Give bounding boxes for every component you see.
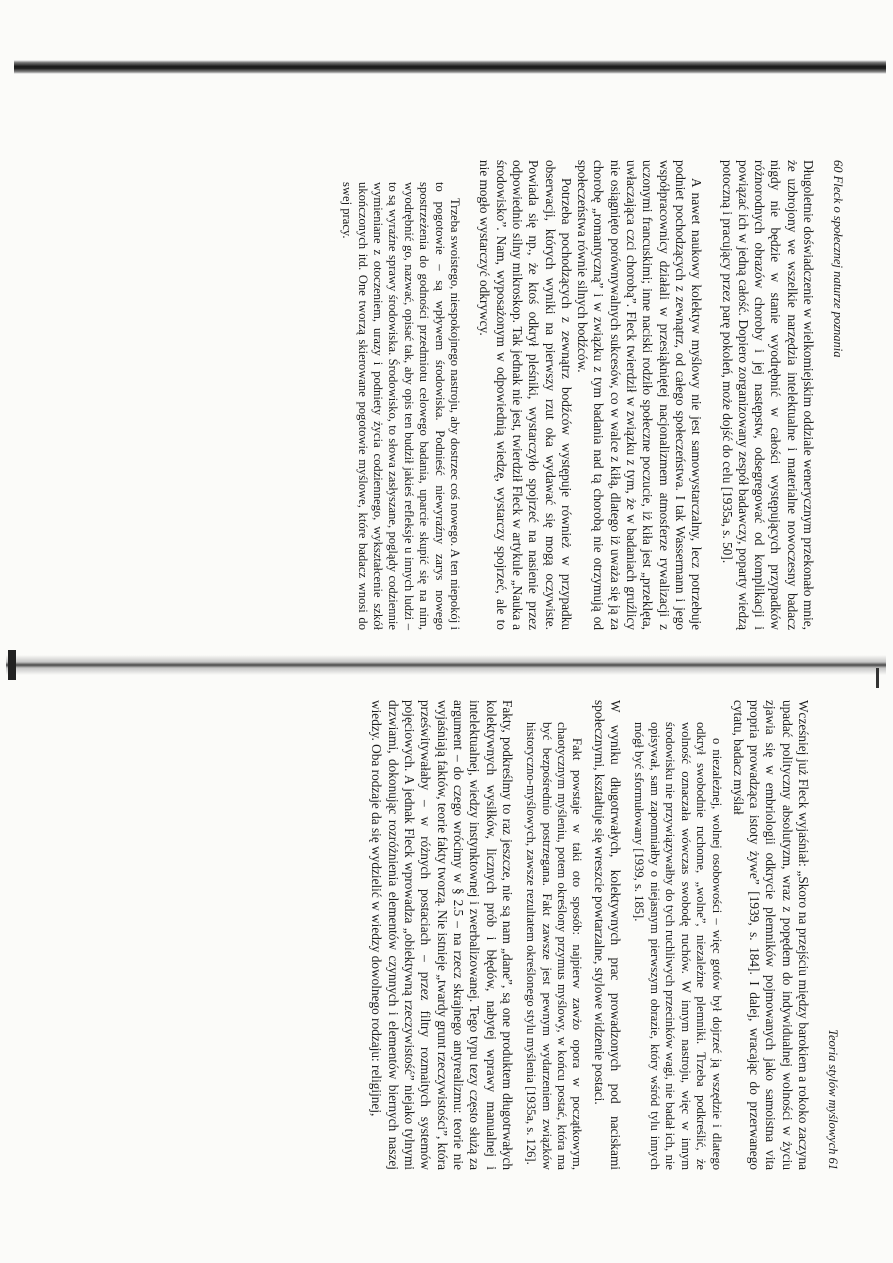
left-page: [115, 160, 845, 630]
fold-mark-right: [876, 668, 879, 688]
block-quote-1: o niezależnej, wolnej osobowości – więc gotów był dojrzeć ją wszędzie i dlatego odkrył swobodnie ruchome, „wolne”, niezależne plemniki. Trzeba podkreślić, że wolność oznaczała wówczas swobodę ruchów. W innym nastroju, więc w innym środowisku nie przywiązywałby do tych ruchliwych przecinków wagi, nie badał ich, nie opisywał, sam zapomniałby o niejasnym pierwszym obrazie, który wśród tylu innych mógł być sformułowany [1939, s. 185].: [632, 722, 724, 1170]
body-paragraph-1: A nawet naukowy kolektyw myślowy nie jest samowystarczalny, lecz potrzebuje podniet pochodzących z zewnątrz, od całego społeczeństwa. I tak Wassermann i jego współpracownicy działali w przesiąkniętej nacjonalizmem atmosferze rywalizacji z uczonymi francuskimi; inne naciski rodziło społeczne poczucie, iż kiła jest „przeklęta, uwłaczająca czci chorobą”. Fleck twierdził w związku z tym, że w badaniach gruźlicy nie osiągnięto porównywalnych sukcesów, co w walce z kiłą, dlatego iż uważa się ją za chorobę „romantyczną” i w związku z tym badania nad tą chorobą nie otrzymują od społeczeństwa równie silnych bodźców.: [575, 160, 705, 630]
fold-mark-left: [8, 650, 16, 680]
intro-paragraph: Wcześniej już Fleck wyjaśniał: „Skoro na przejściu między barokiem a rokoko zaczyna upadać polityczny absolutyzm, wraz z popędem do indywidualnej wolności w życiu zjawia się w embriologii odkrycie plemników pojmowanych jako samoistna vita propria prowadząca istoty żywe” [1939, s. 184]. I dalej, wracając do przerwanego cytatu, badacz myślał: [730, 700, 811, 1170]
scan-shadow-top: [14, 60, 886, 74]
left-page-header: 60 Fleck o społecznej naturze poznania: [831, 160, 845, 358]
block-quote-2: Fakt powstaje w taki oto sposób: najpierw zawżo opora w początkowym, chaotycznym myśleniu, potem określony przymus myślowy, w końcu postać, która ma być bezpośrednio postrzegana. Fakt zawsze jest pewnym wydarzeniem związków historyczno-myślowych, zawsze rezultatem określonego stylu myślenia [1935a, s. 126].: [524, 722, 585, 1170]
book-fold: [6, 655, 886, 675]
block-quote: Trzeba swoistego, niespokojnego nastroju, aby dostrzec coś nowego. A ten niepokój i to pogotowie – są wpływem środowiska. Podnieść niewyraźny zarys nowego spostrzeżenia do godności przedmiotu celowego badania, uparcie skupić się na nim, wyodrębnić go, nazwać, opisać tak, aby opis ten budził jakieś refleksje u innych ludzi – to są wyraźne sprawy środowiska. Środowisko, to słowa zasłyszane, poglądy codziennie wymieniane z otoczeniem, urazy i podniety życia codziennego, wykształcenie szkół ukończonych itd. One tworzą skierowane pogotowie myślowe, które badacz wnosi do swej pracy.: [340, 182, 463, 630]
final-paragraph: Fakty, podkreślmy to raz jeszcze, nie są nam „dane”, są one produktem długotrwałych kolektywnych wysiłków, licznych prób i błędów, nabytej wprawy manualnej i intelektualnej, wiedzy instynktownej i zwerbalizowanej. Tego typu tezy często służą za argument – do czego wrócimy w § 2.5 – na rzecz skrajnego antyrealizmu: teorie nie wyjaśniają faktów, teorie fakty tworzą. Nie istnieje „twardy grunt rzeczywistości”, która prześwitywałaby – w różnych postaciach – przez filtry rozmaitych systemów pojęciowych. A jednak Fleck wprowadza „obiektywną rzeczywistość” niejako tylnymi drzwiami, dokonując rozróżnienia elementów czynnych i elementów biernych naszej wiedzy. Oba rodzaje da się wydzielić w wiedzy dowolnego rodzaju: religijnej,: [369, 700, 515, 1170]
body-paragraph-2: Potrzeba pochodzących z zewnątrz bodźców występuje również w przypadku obserwacji, których wyniki na pierwszy rzut oka wydawać się mogą oczywiste. Powiada się np., że ktoś odkrył pleśniki, wystarczyło spojrzeć na nasienie przez odpowiednio silny mikroskop. Tak jednak nie jest, twierdził Fleck w artykule „Nauka a środowisko”. Nam, wyposażonym w odpowiednią wiedzę, wystarczy spojrzeć, ale to nie mogło wystarczyć odkrywcy.: [477, 160, 574, 630]
quote-paragraph: Długoletnie doświadczenie w wielkomiejskim oddziale wenerycznym przekonało mnie, że uzbrojony we wszelkie narzędzia intelektualne i materialne nowoczesny badacz nigdy nie będzie w stanie wyodrębnić w całości występujących przypadków różnorodnych obrazów choroby i jej następstw, odsegregować od komplikacji i powiązać ich w jedną całość. Dopiero zorganizowany zespół badawczy, poparty wiedzą potoczną i pracujący przez parę pokoleń, może dojść do celu [1935a, s. 50].: [719, 160, 816, 630]
right-page-header: Teoria stylów myślowych 61: [826, 1029, 840, 1170]
right-page: [110, 700, 840, 1170]
middle-paragraph: W wyniku długotrwałych, kolektywnych prac prowadzonych pod naciskami społecznymi, kształtuje się wreszcie powtarzalne, stylowe widzenie postaci.: [591, 700, 624, 1170]
